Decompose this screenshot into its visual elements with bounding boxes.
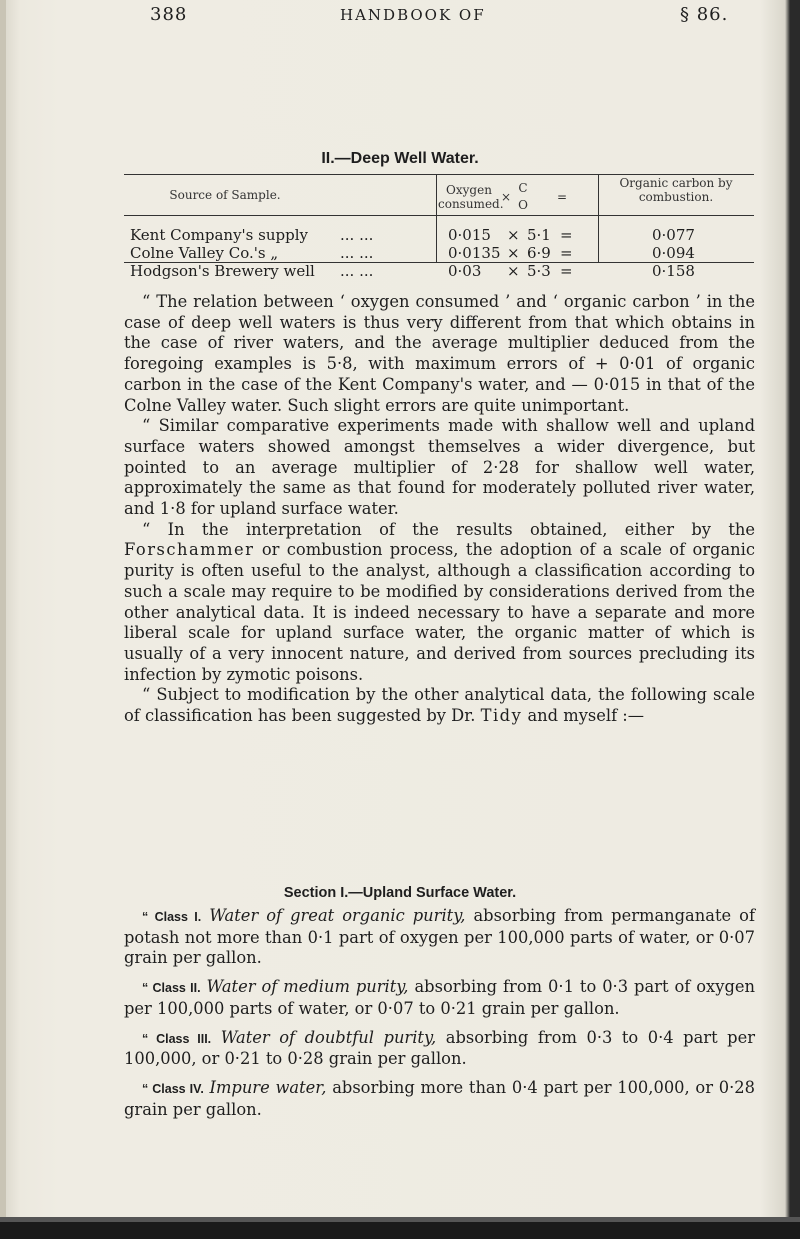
class-label: “ Class II. (142, 981, 201, 996)
header-organic: Organic carbon by combustion. (619, 176, 733, 204)
table-header-rule (124, 215, 754, 216)
row-oxygen: 0·0135 (448, 244, 501, 262)
row-source: Kent Company's supply (130, 226, 308, 244)
class-text: absorbing from permanganate of potash not more than 0·1 part of oxygen per 100,000 parts of water, or 0·07 grain per gallon. (124, 906, 755, 968)
header-ratio-o: O (518, 198, 528, 212)
paragraph: “ Similar comparative experiments made with shallow well and upland surface waters showed amongst themselves a wider divergence, but pointed to an average multiplier of 2·28 for shallow well water, approximately the same as that found for moderately polluted river water, and 1·8 for upland surface water. (124, 416, 755, 519)
paragraph (124, 520, 755, 686)
row-oxygen: 0·03 (448, 262, 482, 280)
table-col-divider (436, 175, 437, 262)
header-equals: = (556, 190, 568, 204)
class-label: “ Class IV. (142, 1081, 204, 1096)
row-source: Colne Valley Co.'s „ (130, 244, 279, 262)
paragraph-text: or combustion process, the adoption of a scale of organic purity is often useful to the analyst, although a classification according to such a scale may require to be modified by considerations derived from the other analytical data. It is indeed necessary to have a separate and more liberal scale for upland surface water, the organic matter of which is usually of a very innocent nature, and derived from sources precluding its infection by zymotic poisons. (124, 540, 755, 684)
row-times: × (507, 244, 520, 262)
table-top-rule (124, 174, 754, 175)
paragraph-text: and myself :— (527, 706, 645, 726)
list-item (124, 906, 755, 969)
class-name: Impure water, (209, 1077, 327, 1097)
list-item (124, 1028, 755, 1070)
header-ratio-c: C (518, 181, 528, 195)
table-title: II.—Deep Well Water. (321, 150, 479, 167)
row-dots: ... ... (340, 262, 374, 280)
paragraph-text: “ Subject to modification by the other analytical data, the following scale of classification has been suggested by Dr. (124, 685, 755, 726)
row-dots: ... ... (340, 226, 374, 244)
row-ratio: 6·9 (527, 244, 551, 262)
row-times: × (507, 226, 520, 244)
row-organic: 0·077 (652, 226, 695, 244)
paragraph: “ The relation between ‘ oxygen consumed ’ and ‘ organic carbon ’ in the case of deep well waters is thus very different from that which obtains in the case of river waters, and the average multiplier deduced from the foregoing examples is 5·8, with maximum errors of + 0·01 of organic carbon in the case of the Kent Company's water, and — 0·015 in that of the Colne Valley water. Such slight errors are quite unimportant. (124, 292, 755, 415)
page-number: 388 (150, 4, 188, 25)
class-name: Water of great organic purity, (209, 906, 466, 925)
class-text: absorbing from 0·3 to 0·4 part per 100,000, or 0·21 to 0·28 grain per gallon. (124, 1027, 756, 1069)
person-name: Tidy (480, 706, 523, 726)
page-edge (0, 1222, 800, 1239)
row-equals: = (560, 244, 573, 262)
class-label: “ Class III. (142, 1031, 212, 1046)
row-ratio: 5·1 (527, 226, 551, 244)
row-equals: = (560, 226, 573, 244)
running-head (150, 4, 750, 32)
row-equals: = (560, 262, 573, 280)
row-ratio: 5·3 (527, 262, 551, 280)
list-item (124, 977, 755, 1019)
header-oxygen: Oxygen consumed. (438, 183, 504, 211)
class-text: absorbing from 0·1 to 0·3 part of oxygen per 100,000 parts of water, or 0·07 to 0·21 grain per gallon. (124, 977, 755, 1018)
header-times: × (500, 190, 512, 204)
body-text (124, 292, 755, 727)
class-text: absorbing more than 0·4 part per 100,000, or 0·28 grain per gallon. (124, 1077, 755, 1119)
header-source: Source of Sample. (169, 188, 281, 202)
row-source: Hodgson's Brewery well (130, 262, 315, 280)
class-name: Water of medium purity, (206, 977, 409, 997)
row-oxygen: 0·015 (448, 226, 491, 244)
class-label: “ Class I. (142, 910, 202, 924)
classification-list (124, 906, 755, 1128)
row-dots: ... ... (340, 244, 374, 262)
person-name: Forschammer (124, 540, 255, 560)
page-gutter (0, 0, 6, 1239)
paragraph (124, 685, 755, 726)
running-title: HANDBOOK OF (340, 6, 486, 24)
list-item (124, 1078, 755, 1120)
row-organic: 0·158 (652, 262, 695, 280)
class-name: Water of doubtful purity, (220, 1027, 437, 1047)
section-number: § 86. (680, 4, 729, 25)
section-title: Section I.—Upland Surface Water. (283, 885, 517, 901)
paragraph-text: “ In the interpretation of the results obtained, either by the (142, 519, 755, 539)
row-organic: 0·094 (652, 244, 695, 262)
row-times: × (507, 262, 520, 280)
table-col-divider (598, 175, 599, 262)
